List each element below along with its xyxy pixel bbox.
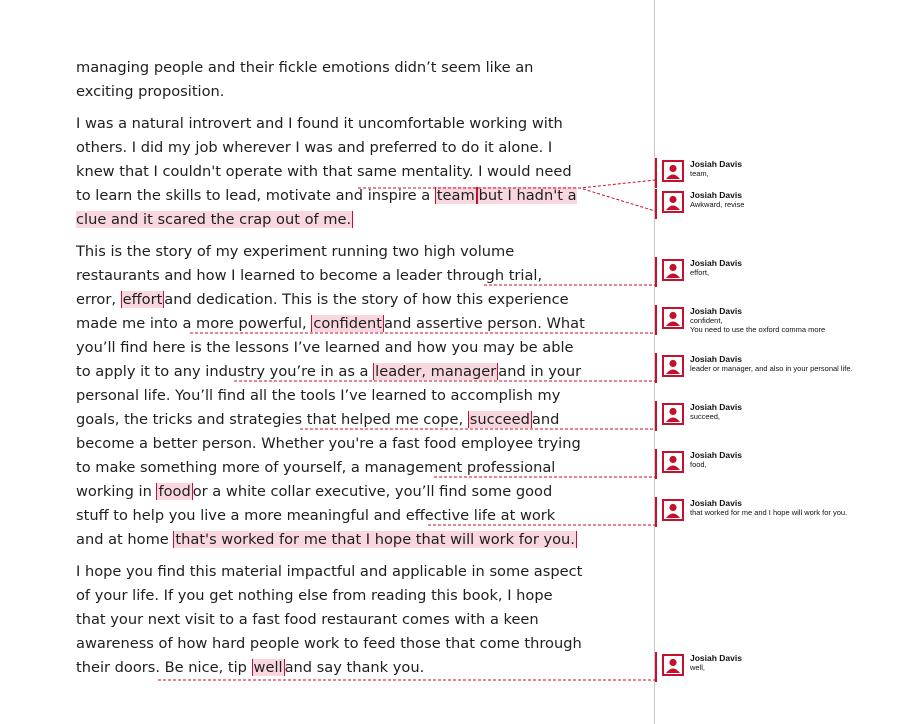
comment-text bbox=[690, 169, 709, 178]
comment-text-line: leader or manager, and also in your personal life. bbox=[690, 364, 853, 373]
comment-author: Josiah Davis bbox=[690, 450, 742, 460]
comment-marker-bar bbox=[655, 449, 657, 479]
commented-text-highlight[interactable]: that's worked for me that I hope that will work for you. bbox=[175, 531, 575, 548]
body-text-run: managing people and their fickle emotions didn’t seem like an exciting proposition. bbox=[76, 59, 534, 100]
comment-text-line: food, bbox=[690, 460, 707, 469]
comment-balloon[interactable] bbox=[655, 449, 905, 479]
body-text-run: I was a natural introvert and I found it uncomfortable working with others. I did my job wherever I was and preferred to do it alone. I knew that I couldn't operate with that same mentality. I would need to learn the skills to lead, motivate and inspire a bbox=[76, 115, 572, 204]
comment-text bbox=[690, 508, 847, 517]
comment-text-line: well, bbox=[690, 663, 706, 672]
comment-marker-bar bbox=[655, 189, 657, 219]
comment-author: Josiah Davis bbox=[690, 653, 742, 663]
comment-text bbox=[690, 364, 853, 373]
commented-text-highlight[interactable]: effort bbox=[122, 291, 163, 308]
comment-text-line: team, bbox=[690, 169, 709, 178]
comment-balloon[interactable] bbox=[655, 257, 905, 287]
commented-text-highlight[interactable]: team bbox=[436, 187, 475, 204]
user-avatar-icon bbox=[662, 259, 684, 281]
comment-text-line: You need to use the oxford comma more bbox=[690, 325, 826, 334]
body-text-run: This is the story of my experiment running two high volume restaurants and how I learned to become a leader through trial, error, bbox=[76, 243, 543, 308]
body-text-run: I hope you find this material impactful and applicable in some aspect of your life. If you get nothing else from reading this book, I hope that your next visit to a fast food restaurant comes with a keen awareness of how hard people work to feed those that come through their doors. Be nice, tip bbox=[76, 563, 583, 676]
paragraph bbox=[76, 112, 586, 232]
comment-balloon[interactable] bbox=[655, 353, 905, 383]
comment-text bbox=[690, 412, 720, 421]
commented-text-highlight[interactable]: confident bbox=[313, 315, 382, 332]
comment-author: Josiah Davis bbox=[690, 306, 742, 316]
comment-text-line: confident, bbox=[690, 316, 723, 325]
comment-balloon[interactable] bbox=[655, 401, 905, 431]
comment-text bbox=[690, 663, 705, 672]
commented-text-highlight[interactable]: but I hadn't a clue and it scared the crap out of me. bbox=[76, 187, 577, 228]
comment-text-line: effort, bbox=[690, 268, 710, 277]
comment-balloon[interactable] bbox=[655, 305, 905, 335]
comment-marker-bar bbox=[655, 652, 657, 682]
body-text-run: and assertive person. What you’ll find here is the lessons I’ve learned and how you may be able to apply it to any industry you’re in as a bbox=[76, 315, 585, 380]
user-avatar-icon bbox=[662, 191, 684, 213]
comment-author: Josiah Davis bbox=[690, 354, 742, 364]
body-text-run: and say thank you. bbox=[284, 659, 425, 676]
commented-text-highlight[interactable]: succeed bbox=[469, 411, 530, 428]
commented-text-highlight[interactable]: food bbox=[158, 483, 191, 500]
comment-balloon[interactable] bbox=[655, 158, 905, 188]
user-avatar-icon bbox=[662, 307, 684, 329]
comment-marker-bar bbox=[655, 401, 657, 431]
comment-text bbox=[690, 268, 709, 277]
comment-author: Josiah Davis bbox=[690, 190, 742, 200]
comment-text bbox=[690, 460, 707, 469]
user-avatar-icon bbox=[662, 499, 684, 521]
user-avatar-icon bbox=[662, 160, 684, 182]
comment-author: Josiah Davis bbox=[690, 498, 742, 508]
comment-text-line: Awkward, revise bbox=[690, 200, 745, 209]
comment-marker-bar bbox=[655, 158, 657, 188]
comment-author: Josiah Davis bbox=[690, 402, 742, 412]
paragraph bbox=[76, 56, 586, 104]
comment-author: Josiah Davis bbox=[690, 159, 742, 169]
user-avatar-icon bbox=[662, 654, 684, 676]
comment-marker-bar bbox=[655, 305, 657, 335]
body-text-run: and dedication. This is the story of how this experience made me into a more powerful, bbox=[76, 291, 569, 332]
paragraph bbox=[76, 560, 586, 680]
comment-balloon[interactable] bbox=[655, 497, 905, 527]
user-avatar-icon bbox=[662, 403, 684, 425]
user-avatar-icon bbox=[662, 451, 684, 473]
document-body[interactable] bbox=[76, 56, 586, 688]
comment-balloon[interactable] bbox=[655, 189, 905, 219]
comment-text bbox=[690, 200, 744, 209]
comment-marker-bar bbox=[655, 497, 657, 527]
body-text-run: and in your personal life. You’ll find all the tools I’ve learned to accomplish my goals, the tricks and strategies that helped me cope, bbox=[76, 363, 582, 428]
comment-text-line: succeed, bbox=[690, 412, 721, 421]
comment-text bbox=[690, 316, 825, 334]
user-avatar-icon bbox=[662, 355, 684, 377]
comment-balloon[interactable] bbox=[655, 652, 905, 682]
commented-text-highlight[interactable]: leader, manager bbox=[375, 363, 497, 380]
comment-marker-bar bbox=[655, 353, 657, 383]
comment-text-line: that worked for me and I hope will work for you. bbox=[690, 508, 848, 517]
paragraph bbox=[76, 240, 586, 552]
commented-text-highlight[interactable]: well bbox=[253, 659, 283, 676]
body-text-run: or a white collar executive, you’ll find some good stuff to help you live a more meaningful and effective life at work and at home bbox=[76, 483, 556, 548]
comment-author: Josiah Davis bbox=[690, 258, 742, 268]
body-text-run: and become a better person. Whether you're a fast food employee trying to make something more of yourself, a management professional working in bbox=[76, 411, 581, 500]
comment-marker-bar bbox=[655, 257, 657, 287]
